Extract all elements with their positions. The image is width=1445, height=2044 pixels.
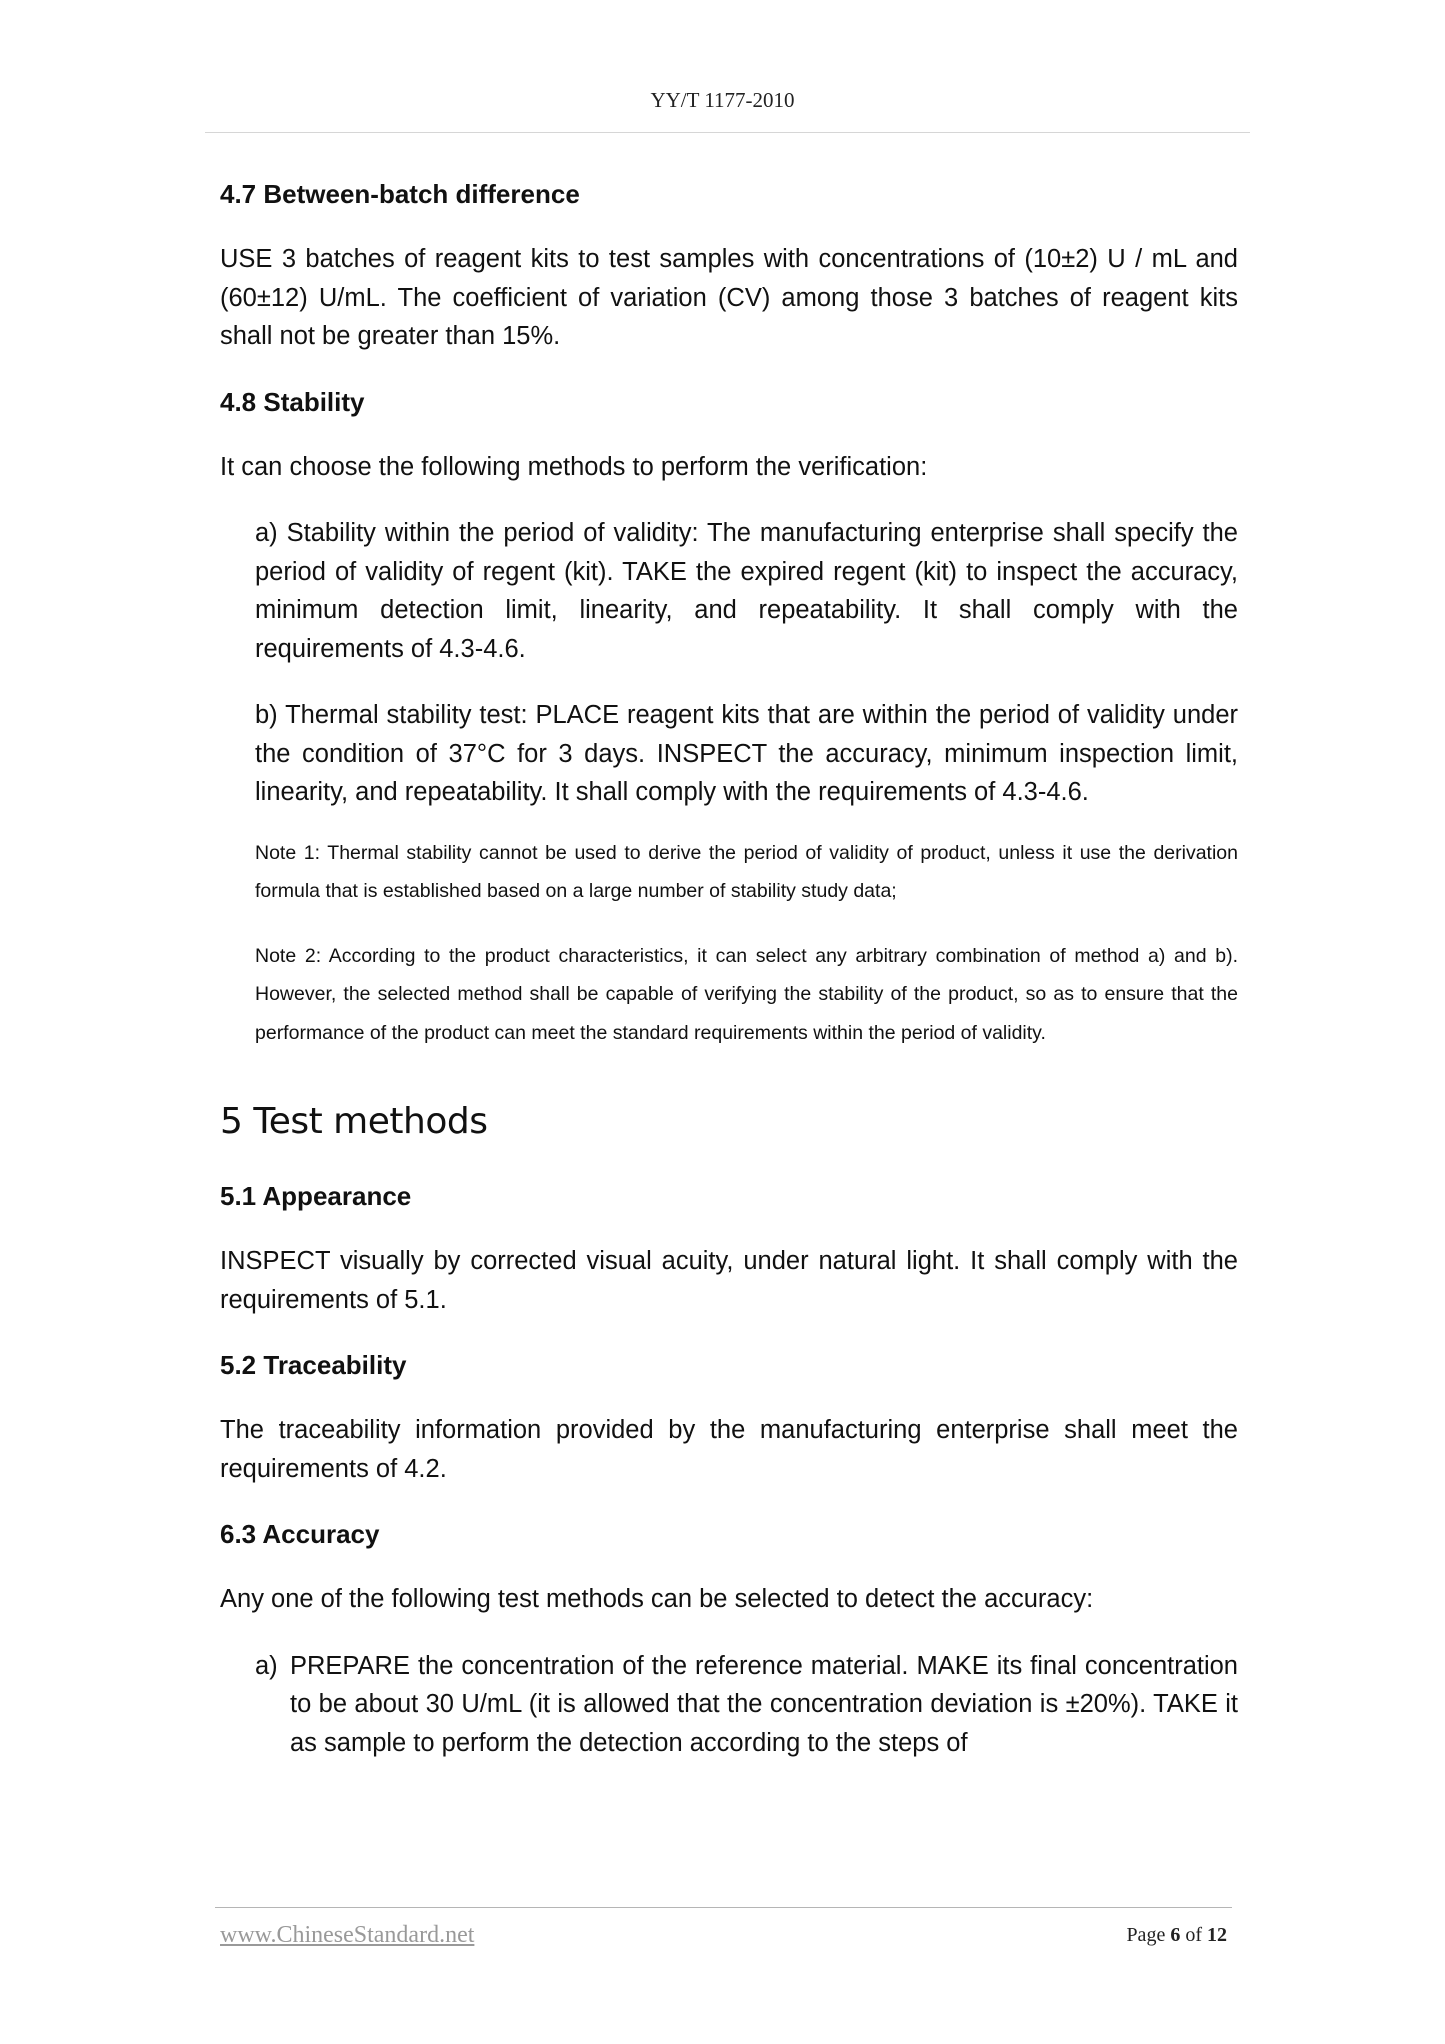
- section-4-8-item-b: b) Thermal stability test: PLACE reagent kits that are within the period of validity under the condition of 37°C for 3 days. INSPECT the accuracy, minimum inspection limit, linearity, and repeatability. It shall comply with the requirements of 4.3-4.6.: [255, 701, 1238, 806]
- section-5-2-body: The traceability information provided by the manufacturing enterprise shall meet the requirements of 4.2.: [220, 1416, 1238, 1483]
- page-prefix: Page: [1126, 1924, 1166, 1946]
- section-5-2-title: 5.2 Traceability: [220, 1350, 407, 1380]
- section-4-8-item-a: a) Stability within the period of validity: The manufacturing enterprise shall specify the period of validity of regent (kit). TAKE the expired regent (kit) to inspect the accuracy, minimum detection limit, linearity, and repeatability. It shall comply with the requirements of 4.3-4.6.: [255, 519, 1238, 663]
- section-5-1-title: 5.1 Appearance: [220, 1181, 412, 1211]
- section-4-7-title: 4.7 Between-batch difference: [220, 179, 580, 209]
- section-6-3-item-a-text: PREPARE the concentration of the reference material. MAKE its final concentration to be about 30 U/mL (it is allowed that the concentration deviation is ±20%). TAKE it as sample to perform the detection according to the steps of: [290, 1651, 1238, 1757]
- section-4-7-body: USE 3 batches of reagent kits to test samples with concentrations of (10±2) U / mL and (60±12) U/mL. The coefficient of variation (CV) among those 3 batches of reagent kits shall not be greater than 15%.: [220, 245, 1238, 350]
- document-body: [220, 176, 1238, 1762]
- footer-page-indicator: [1126, 1924, 1227, 1947]
- page-total: 12: [1207, 1924, 1227, 1946]
- section-4-8-note-2: Note 2: According to the product characteristics, it can select any arbitrary combination of method a) and b). However, the selected method shall be capable of verifying the stability of the product, so as to ensure that the performance of the product can meet the standard requirements within the period of validity.: [255, 944, 1238, 1044]
- section-6-3-item-a: [255, 1647, 1238, 1763]
- section-5-1-body: INSPECT visually by corrected visual acuity, under natural light. It shall comply with the requirements of 5.1.: [220, 1247, 1238, 1314]
- header-divider: [205, 132, 1250, 133]
- section-6-3-item-a-label: a): [255, 1651, 278, 1680]
- footer-divider: [215, 1907, 1232, 1908]
- page-number: 6: [1170, 1924, 1181, 1946]
- section-5-title: 5 Test methods: [220, 1101, 488, 1142]
- footer-website-link[interactable]: www.ChineseStandard.net: [220, 1922, 475, 1948]
- section-6-3-title: 6.3 Accuracy: [220, 1519, 380, 1549]
- section-4-8-title: 4.8 Stability: [220, 386, 365, 417]
- section-6-3-intro: Any one of the following test methods can be selected to detect the accuracy:: [220, 1585, 1094, 1613]
- header-standard-code: YY/T 1177-2010: [650, 88, 795, 112]
- section-4-8-intro: It can choose the following methods to perform the verification:: [220, 452, 928, 481]
- page-of: of: [1185, 1924, 1202, 1946]
- section-4-8-note-1: Note 1: Thermal stability cannot be used to derive the period of validity of product, unless it use the derivation formula that is established based on a large number of stability study data;: [255, 841, 1238, 902]
